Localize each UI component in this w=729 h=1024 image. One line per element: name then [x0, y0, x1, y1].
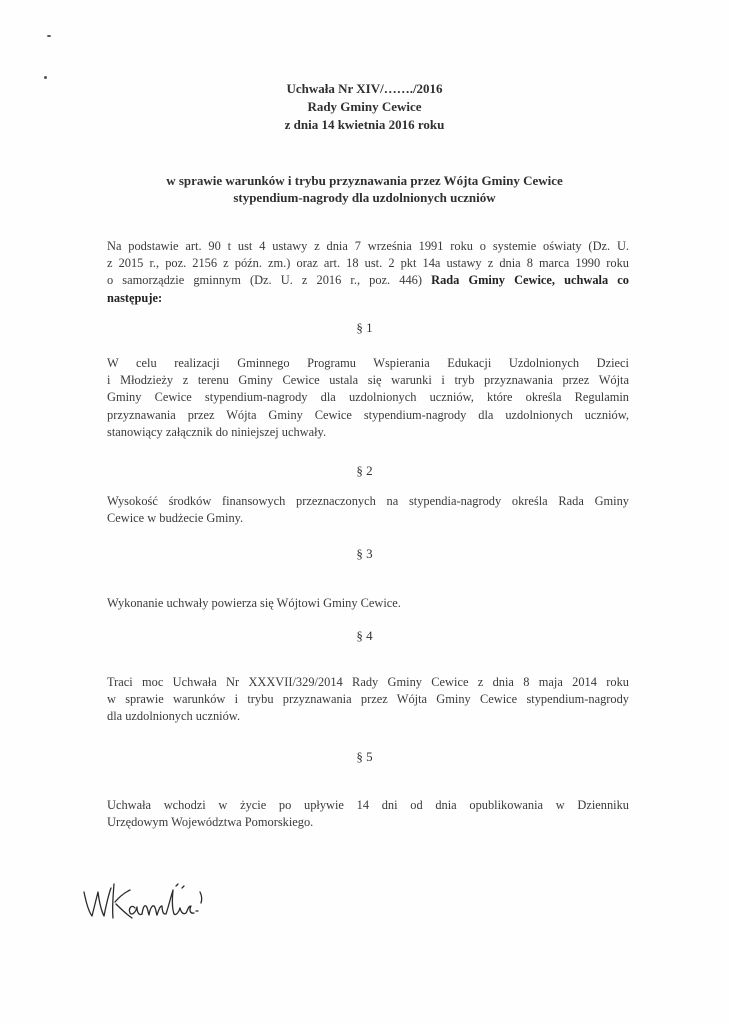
- paragraph-line: przyznawania przez Wójta Gminy Cewice stypendium-nagrody dla uzdolnionych uczniów,: [107, 407, 629, 422]
- section-heading-1: § 1: [356, 320, 373, 335]
- paragraph-line: stanowiący załącznik do niniejszej uchwały.: [107, 424, 327, 439]
- paragraph-line: dla uzdolnionych uczniów.: [107, 709, 241, 724]
- resolution-subject: [0, 172, 729, 206]
- paragraph-line: Cewice w budżecie Gminy.: [107, 511, 244, 526]
- section-heading-4: § 4: [356, 628, 373, 643]
- handwritten-signature: [80, 878, 220, 926]
- paragraph-line: Urzędowym Województwa Pomorskiego.: [107, 815, 314, 830]
- paragraph-line: Uchwała wchodzi w życie po upływie 14 dni od dnia opublikowania w Dzienniku: [107, 798, 629, 812]
- council-name: Rady Gminy Cewice: [307, 99, 422, 114]
- scan-speck-1: [47, 35, 51, 37]
- section-heading-2: § 2: [356, 463, 373, 478]
- paragraph-line: Wykonanie uchwały powierza się Wójtowi Gminy Cewice.: [107, 596, 401, 610]
- subject-line-2: stypendium-nagrody dla uzdolnionych uczniów: [233, 190, 496, 205]
- section-5-paragraph: [107, 797, 629, 831]
- section-4-paragraph: [107, 674, 629, 726]
- preamble-line-bold: następuje:: [107, 290, 163, 305]
- paragraph-line: w sprawie warunków i trybu przyznawania przez Wójta Gminy Cewice stypendium-nagrody: [107, 692, 629, 707]
- section-heading-3: § 3: [356, 546, 373, 561]
- preamble-line: [107, 272, 629, 289]
- resolution-header: [0, 80, 729, 134]
- paragraph-line: Traci moc Uchwała Nr XXXVII/329/2014 Rady Gminy Cewice z dnia 8 maja 2014 roku: [107, 675, 629, 689]
- paragraph-line: i Młodzieży z terenu Gminy Cewice ustala się warunki i tryb przyznawania przez Wójta: [107, 373, 629, 388]
- paragraph-line: Gminy Cewice stypendium-nagrody dla uzdolnionych uczniów, które określa Regulamin: [107, 390, 629, 405]
- resolution-number: Uchwała Nr XIV/……./2016: [286, 81, 443, 96]
- preamble-line: z 2015 r., poz. 2156 z późn. zm.) oraz art. 18 ust. 2 pkt 14a ustawy z dnia 8 marca 1990 roku: [107, 256, 629, 271]
- preamble-line: [107, 290, 629, 307]
- section-2-paragraph: [107, 493, 629, 527]
- scan-speck-2: [44, 76, 47, 79]
- resolution-date: z dnia 14 kwietnia 2016 roku: [284, 117, 445, 132]
- subject-line-1: w sprawie warunków i trybu przyznawania przez Wójta Gminy Cewice: [166, 173, 563, 188]
- preamble-line: Na podstawie art. 90 t ust 4 ustawy z dnia 7 września 1991 roku o systemie oświaty (Dz. U.: [107, 239, 629, 253]
- paragraph-line: Wysokość środków finansowych przeznaczonych na stypendia-nagrody określa Rada Gminy: [107, 494, 629, 508]
- paragraph-line: W celu realizacji Gminnego Programu Wspierania Edukacji Uzdolnionych Dzieci: [107, 356, 629, 370]
- section-3-paragraph: [107, 595, 629, 612]
- preamble-line-plain: o samorządzie gminnym (Dz. U. z 2016 r., poz. 446): [107, 273, 422, 288]
- section-1-paragraph: [107, 355, 629, 441]
- section-heading-5: § 5: [356, 749, 373, 764]
- preamble-paragraph: [107, 238, 629, 307]
- preamble-line-bold: Rada Gminy Cewice, uchwala co: [431, 273, 629, 288]
